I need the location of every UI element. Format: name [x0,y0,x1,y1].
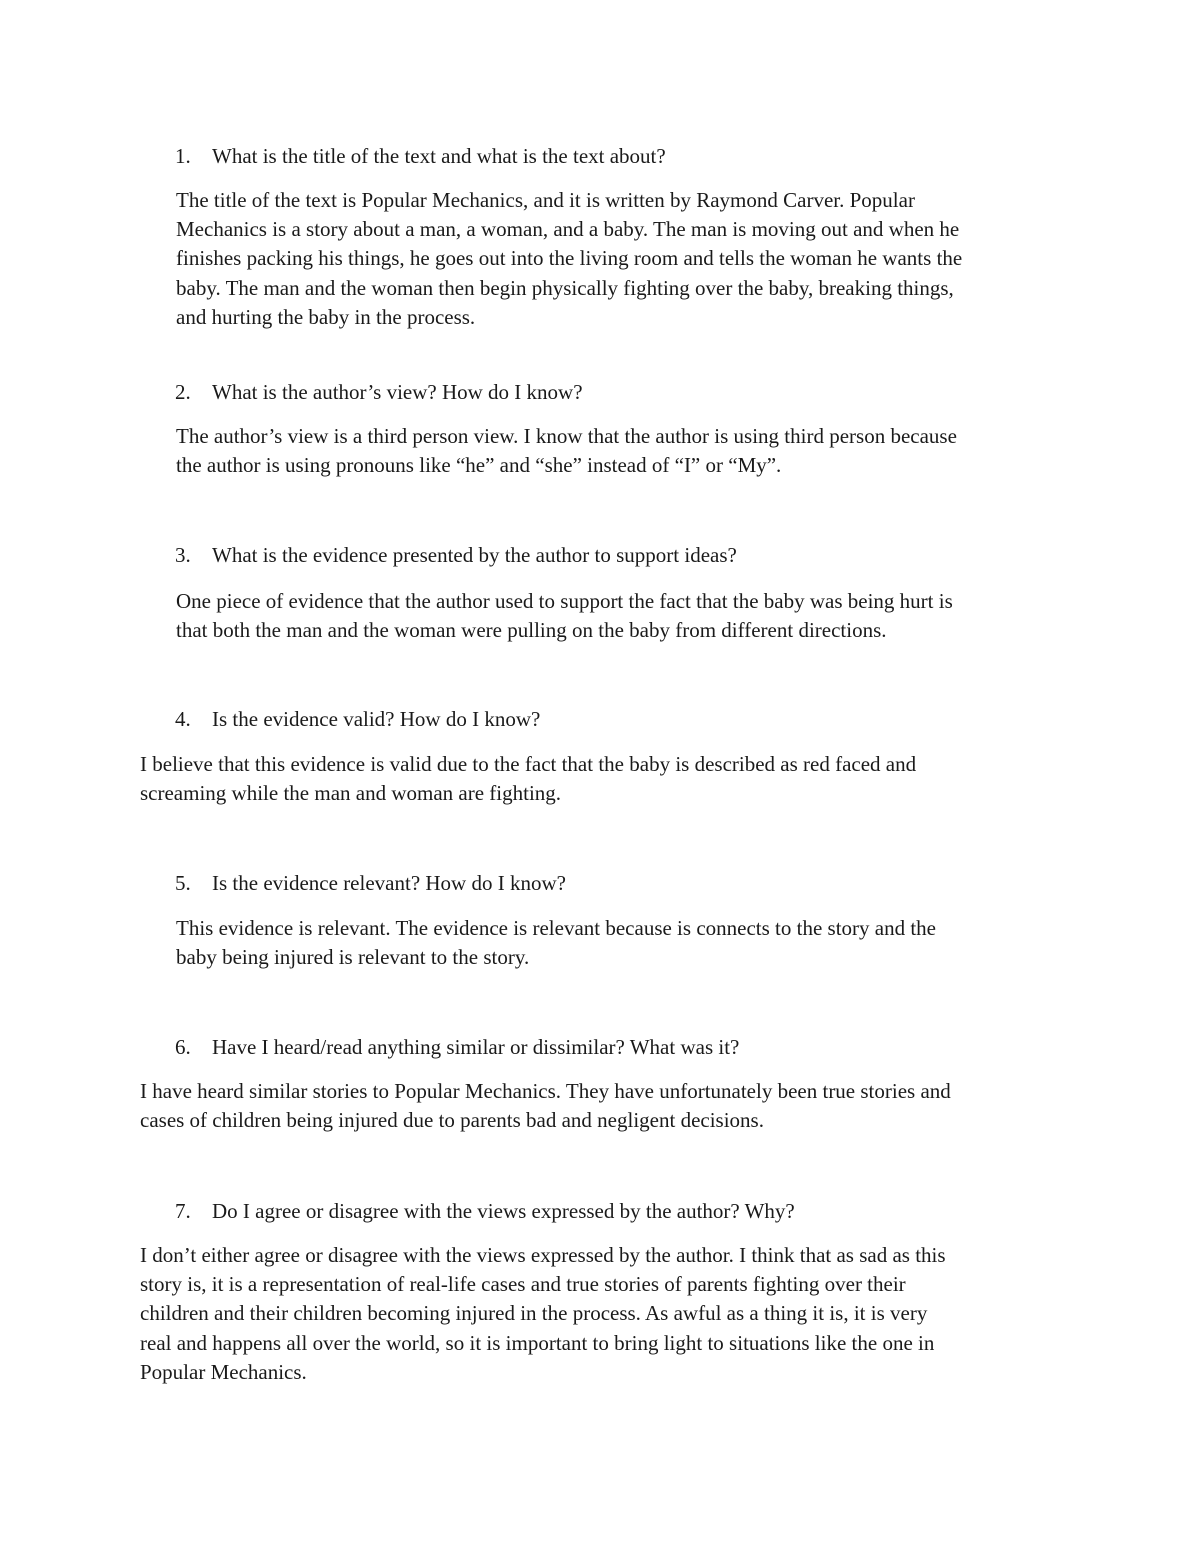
answer-7-line: children and their children becoming injured in the process. As awful as a thing it is, it is very [140,1301,928,1326]
answer-3-line: that both the man and the woman were pulling on the baby from different directions. [176,618,887,643]
answer-7-line: Popular Mechanics. [140,1359,307,1384]
question-3 [175,541,1075,570]
question-5-text: Is the evidence relevant? How do I know? [212,871,566,895]
question-1 [175,142,1075,171]
answer-1-line: The title of the text is Popular Mechanics, and it is written by Raymond Carver. Popular [176,188,915,212]
answer-6-line: I have heard similar stories to Popular Mechanics. They have unfortunately been true stories and [140,1079,951,1103]
answer-2-line: The author’s view is a third person view. I know that the author is using third person because [176,424,957,448]
answer-5-line: baby being injured is relevant to the story. [176,945,530,970]
answer-1-line: Mechanics is a story about a man, a woman, and a baby. The man is moving out and when he [176,217,960,242]
question-1-number: 1. [175,144,191,168]
question-6-text: Have I heard/read anything similar or dissimilar? What was it? [212,1035,740,1059]
question-4 [175,705,1075,734]
answer-7 [140,1241,1070,1387]
question-4-text: Is the evidence valid? How do I know? [212,707,541,731]
answer-1 [176,186,1076,332]
answer-7-line: story is, it is a representation of real-life cases and true stories of parents fighting over their [140,1272,906,1297]
answer-7-line: real and happens all over the world, so it is important to bring light to situations like the one in [140,1330,935,1355]
answer-1-line: and hurting the baby in the process. [176,304,476,329]
question-1-text: What is the title of the text and what is the text about? [212,144,666,168]
answer-6 [140,1077,1070,1135]
answer-4-line: screaming while the man and woman are fighting. [140,781,562,806]
question-3-number: 3. [175,543,191,567]
question-2-number: 2. [175,380,191,404]
answer-2-line: the author is using pronouns like “he” and “she” instead of “I” or “My”. [176,453,782,478]
answer-3-line: One piece of evidence that the author used to support the fact that the baby was being hurt is [176,589,953,613]
question-7-text: Do I agree or disagree with the views expressed by the author? Why? [212,1199,795,1223]
answer-1-line: baby. The man and the woman then begin physically fighting over the baby, breaking things, [176,275,954,300]
answer-7-line: I don’t either agree or disagree with the views expressed by the author. I think that as sad as this [140,1243,946,1267]
question-7 [175,1197,1075,1226]
answer-5-line: This evidence is relevant. The evidence is relevant because is connects to the story and the [176,916,936,940]
question-5 [175,869,1075,898]
answer-4 [140,750,1070,808]
answer-4-line: I believe that this evidence is valid due to the fact that the baby is described as red faced and [140,752,917,776]
question-6 [175,1033,1075,1062]
question-4-number: 4. [175,707,191,731]
question-6-number: 6. [175,1035,191,1059]
question-7-number: 7. [175,1199,191,1223]
answer-3 [176,587,1076,645]
answer-1-line: finishes packing his things, he goes out into the living room and tells the woman he wants the [176,246,963,271]
question-3-text: What is the evidence presented by the author to support ideas? [212,543,737,567]
question-2 [175,378,1075,407]
answer-5 [176,914,1076,972]
question-5-number: 5. [175,871,191,895]
question-2-text: What is the author’s view? How do I know? [212,380,583,404]
answer-6-line: cases of children being injured due to parents bad and negligent decisions. [140,1108,764,1133]
answer-2 [176,422,1076,480]
